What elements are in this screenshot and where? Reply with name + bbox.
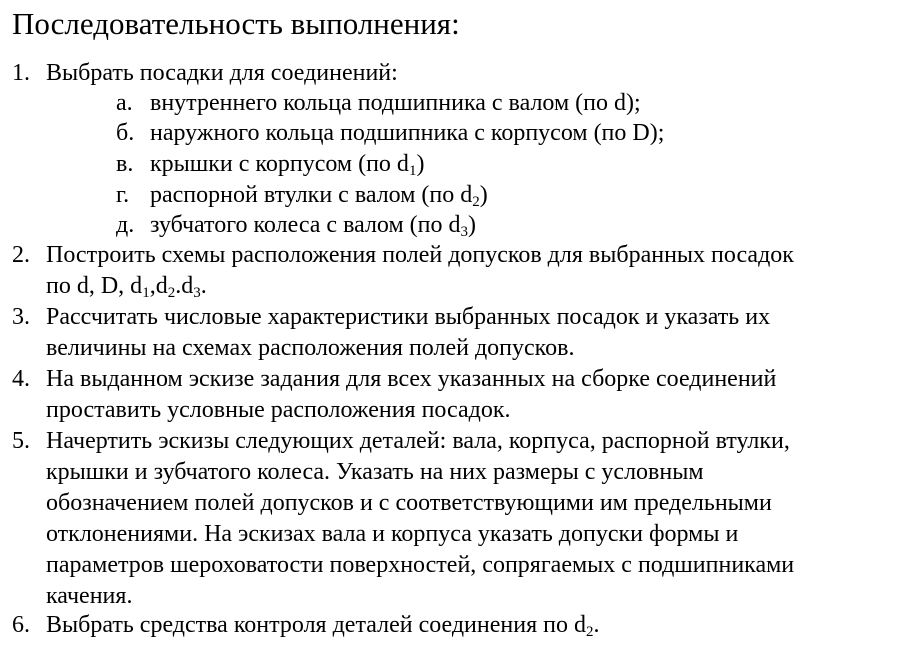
item-number: 4. (12, 366, 30, 392)
sub-item-text: наружного кольца подшипника с корпусом (по D); (150, 120, 665, 146)
sub-item-letter: г. (116, 182, 130, 208)
page-title: Последовательность выполнения: (12, 6, 460, 41)
subscript: 2 (585, 624, 594, 640)
item-number: 5. (12, 428, 30, 454)
sub-item-letter: б. (116, 120, 135, 146)
subscript: 2 (167, 285, 176, 301)
item-text: На выданном эскизе задания для всех указанных на сборке соединений проставить условные расположения посадок. (46, 366, 777, 423)
subscript: 3 (460, 224, 468, 240)
sub-item-text: распорной втулки с валом (по $d_2$) (150, 182, 488, 210)
sub-item-text: зубчатого колеса с валом (по $d_3$) (150, 212, 476, 240)
subscript: 1 (142, 285, 150, 301)
subscript: 3 (193, 285, 201, 301)
item-text: Построить схемы расположения полей допусков для выбранных посадок по d, D, $d_1,d_2.d_3$. (46, 242, 794, 301)
item-text: Начертить эскизы следующих деталей: вала, корпуса, распорной втулки, крышки и зубчатого колеса. Указать на них размеры с условным обозначением полей допусков и с соответствующими им предельными отклонениями. На эскизах вала и корпуса указать допуски формы и параметров шероховатости поверхностей, сопрягаемых с подшипниками качения. (46, 428, 795, 609)
item-text: Рассчитать числовые характеристики выбранных посадок и указать их величины на схемах расположения полей допусков. (46, 304, 771, 361)
subscript: 1 (408, 163, 417, 179)
item-text: Выбрать посадки для соединений: (46, 60, 398, 86)
sub-item-letter: д. (116, 212, 135, 238)
sub-item-text: крышки с корпусом (по $d_1$) (150, 151, 425, 179)
item-number: 3. (12, 304, 30, 330)
item-text: Выбрать средства контроля деталей соединения по $d_2$. (46, 612, 600, 640)
item-number: 1. (12, 60, 30, 86)
sub-item-letter: а. (116, 90, 133, 116)
sub-item-text: внутреннего кольца подшипника с валом (по d); (150, 90, 641, 116)
item-number: 6. (12, 612, 30, 638)
item-number: 2. (12, 242, 30, 268)
subscript: 2 (472, 194, 480, 210)
sub-item-letter: в. (116, 151, 134, 177)
